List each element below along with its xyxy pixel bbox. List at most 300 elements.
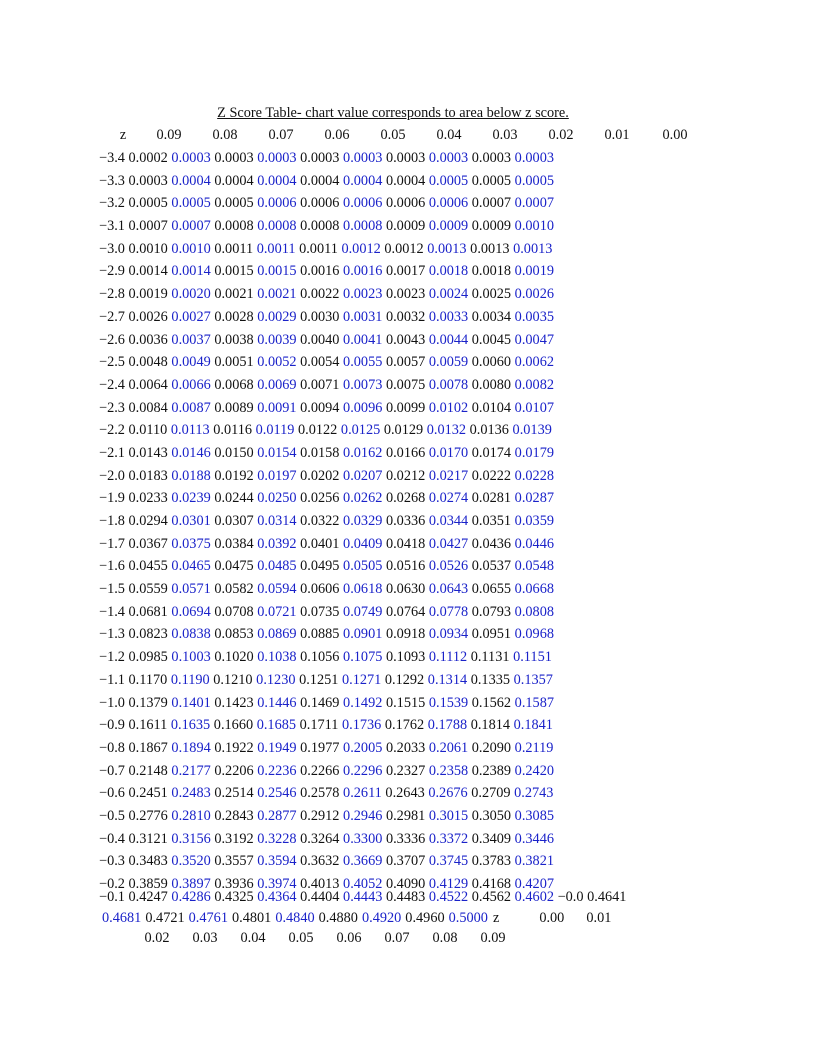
z-value: −2.6 (99, 331, 125, 348)
probability-cell: 0.0016 (300, 263, 340, 280)
probability-cell: 0.0041 (343, 331, 383, 348)
table-cell: 0.4404 (300, 889, 340, 905)
z-value: −0.5 (99, 807, 125, 824)
probability-cell: 0.0011 (256, 240, 296, 257)
probability-cell: 0.0021 (257, 286, 297, 303)
probability-cell: 0.3050 (471, 807, 512, 824)
footer-col: 0.03 (192, 930, 218, 946)
probability-cell: 0.1867 (128, 739, 168, 756)
header-col: 0.05 (380, 127, 406, 143)
probability-cell: 0.0778 (428, 603, 469, 620)
probability-cell: 0.0005 (128, 195, 168, 212)
probability-cell: 0.3300 (343, 830, 383, 847)
probability-cell: 0.3192 (214, 830, 254, 847)
table-cell: 0.4721 (145, 910, 185, 926)
z-value: −2.5 (99, 354, 125, 371)
probability-cell: 0.0038 (214, 331, 254, 348)
probability-cell: 0.0037 (171, 331, 211, 348)
probability-cell: 0.2358 (428, 762, 469, 779)
probability-cell: 0.0217 (428, 467, 469, 484)
probability-cell: 0.1685 (256, 717, 297, 734)
table-row (99, 307, 739, 330)
probability-cell: 0.1635 (170, 717, 211, 734)
probability-cell: 0.1190 (170, 671, 210, 688)
probability-cell: 0.0207 (343, 467, 383, 484)
probability-cell: 0.0032 (385, 308, 426, 325)
table-row (99, 670, 739, 693)
probability-cell: 0.0003 (128, 172, 168, 189)
probability-cell: 0.0013 (470, 240, 510, 257)
probability-cell: 0.0013 (427, 240, 467, 257)
z-value: −3.3 (99, 172, 125, 189)
probability-cell: 0.0107 (514, 399, 554, 416)
probability-cell: 0.1949 (257, 739, 297, 756)
probability-cell: 0.0064 (128, 376, 168, 393)
probability-cell: 0.2061 (428, 739, 469, 756)
probability-cell: 0.0708 (214, 603, 254, 620)
probability-cell: 0.2090 (471, 739, 512, 756)
table-cell: 0.4364 (257, 889, 297, 905)
table-row (99, 488, 739, 511)
footer-col: 0.02 (144, 930, 170, 946)
table-cell: 0.4522 (428, 889, 469, 905)
probability-cell: 0.0023 (343, 286, 383, 303)
probability-cell: 0.0808 (514, 603, 554, 620)
probability-cell: 0.0158 (300, 444, 340, 461)
footer-col: 0.09 (480, 930, 506, 946)
probability-cell: 0.1038 (257, 649, 297, 666)
probability-cell: 0.0446 (514, 535, 554, 552)
table-row (99, 602, 739, 625)
table-cell: 0.4562 (471, 889, 512, 905)
probability-cell: 0.0045 (471, 331, 512, 348)
probability-cell: 0.0028 (214, 308, 254, 325)
z-value: −1.9 (99, 490, 125, 507)
probability-cell: 0.0022 (300, 286, 340, 303)
probability-cell: 0.0044 (428, 331, 469, 348)
probability-cell: 0.1492 (343, 694, 383, 711)
table-row (99, 761, 739, 784)
probability-cell: 0.0606 (300, 581, 340, 598)
probability-cell: 0.2483 (171, 785, 211, 802)
footer-col: 0.07 (384, 930, 410, 946)
probability-cell: 0.0375 (171, 535, 211, 552)
z-value: −2.2 (99, 422, 125, 439)
probability-cell: 0.0035 (514, 308, 554, 325)
z-value: −2.7 (99, 308, 125, 325)
header-col: 0.02 (548, 127, 574, 143)
z-value: −1.4 (99, 603, 125, 620)
probability-cell: 0.0010 (514, 218, 554, 235)
probability-cell: 0.3594 (257, 853, 297, 870)
probability-cell: 0.0901 (343, 626, 383, 643)
probability-cell: 0.0336 (385, 513, 426, 529)
table-cell: 0.00 (539, 910, 565, 926)
z-value: −0.8 (99, 739, 125, 756)
probability-cell: 0.3936 (214, 876, 254, 892)
probability-cell: 0.0004 (214, 172, 254, 189)
probability-cell: 0.0548 (514, 558, 554, 575)
probability-cell: 0.0024 (428, 286, 469, 303)
probability-cell: 0.0129 (383, 422, 424, 439)
probability-cell: 0.1762 (384, 717, 425, 734)
table-cell: 0.4681 (102, 910, 142, 926)
z-value: −1.8 (99, 513, 125, 529)
table-row (99, 284, 739, 307)
probability-cell: 0.0721 (257, 603, 297, 620)
probability-cell: 0.1562 (471, 694, 512, 711)
probability-cell: 0.0004 (171, 172, 211, 189)
probability-cell: 0.1423 (214, 694, 254, 711)
probability-cell: 0.2148 (128, 762, 168, 779)
table-row (99, 261, 739, 284)
probability-cell: 0.0537 (471, 558, 512, 575)
probability-cell: 0.1314 (427, 671, 468, 688)
table-cell: 0.4840 (275, 910, 315, 926)
probability-cell: 0.0004 (300, 172, 340, 189)
probability-cell: 0.1446 (257, 694, 297, 711)
probability-cell: 0.0060 (471, 354, 512, 371)
probability-cell: 0.0069 (257, 376, 297, 393)
probability-cell: 0.0202 (300, 467, 340, 484)
probability-cell: 0.0301 (171, 513, 211, 529)
probability-cell: 0.1075 (343, 649, 383, 666)
table-row (99, 806, 739, 829)
probability-cell: 0.0003 (428, 150, 469, 166)
probability-cell: 0.0010 (171, 240, 211, 257)
probability-cell: 0.3783 (471, 853, 512, 870)
probability-cell: 0.4207 (514, 876, 554, 892)
probability-cell: 0.0020 (171, 286, 211, 303)
probability-cell: 0.0084 (128, 399, 168, 416)
probability-cell: 0.1539 (428, 694, 469, 711)
header-col: 0.07 (268, 127, 294, 143)
probability-cell: 0.0436 (471, 535, 512, 552)
probability-cell: 0.0146 (171, 444, 211, 461)
probability-cell: 0.0559 (128, 581, 168, 598)
probability-cell: 0.0057 (385, 354, 426, 371)
probability-cell: 0.1112 (428, 649, 468, 666)
table-row (99, 647, 739, 670)
probability-cell: 0.3669 (343, 853, 383, 870)
probability-cell: 0.0359 (514, 513, 554, 529)
probability-cell: 0.0166 (385, 444, 426, 461)
probability-cell: 0.0030 (300, 308, 340, 325)
table-row (99, 148, 739, 171)
probability-cell: 0.3821 (514, 853, 554, 870)
probability-cell: 0.0026 (128, 308, 168, 325)
header-col: 0.06 (324, 127, 350, 143)
probability-cell: 0.4052 (343, 876, 383, 892)
probability-cell: 0.0040 (300, 331, 340, 348)
table-cell: 0.4761 (188, 910, 228, 926)
table-row (99, 398, 739, 421)
probability-cell: 0.0008 (257, 218, 297, 235)
probability-cell: 0.1841 (513, 717, 553, 734)
table-cell: 0.4880 (318, 910, 358, 926)
table-row (99, 534, 739, 557)
z-value: −2.0 (99, 467, 125, 484)
probability-cell: 0.0091 (257, 399, 297, 416)
probability-cell: 0.2420 (514, 762, 554, 779)
table-cell: 0.4325 (214, 889, 254, 905)
z-value: −0.4 (99, 830, 125, 847)
probability-cell: 0.0582 (214, 581, 254, 598)
probability-cell: 0.0099 (385, 399, 426, 416)
probability-cell: 0.1210 (213, 671, 253, 688)
probability-cell: 0.4090 (385, 876, 426, 892)
probability-cell: 0.0110 (128, 422, 168, 439)
probability-cell: 0.3446 (514, 830, 554, 847)
overflow-row-line-1 (99, 887, 626, 907)
probability-cell: 0.0014 (128, 263, 168, 280)
probability-cell: 0.1611 (128, 717, 168, 734)
table-cell: 0.4920 (361, 910, 402, 926)
probability-cell: 0.2389 (471, 762, 512, 779)
probability-cell: 0.0694 (171, 603, 211, 620)
probability-cell: 0.0212 (385, 467, 426, 484)
probability-cell: 0.1230 (256, 671, 296, 688)
probability-cell: 0.1056 (300, 649, 340, 666)
probability-cell: 0.0655 (471, 581, 512, 598)
probability-cell: 0.0005 (214, 195, 254, 212)
table-row (99, 511, 739, 534)
probability-cell: 0.0006 (385, 195, 426, 212)
probability-cell: 0.2912 (300, 807, 340, 824)
page-title: Z Score Table- chart value corresponds to area below z score. (217, 105, 569, 121)
probability-cell: 0.0003 (471, 150, 512, 166)
probability-cell: 0.0014 (171, 263, 211, 280)
probability-cell: 0.0618 (343, 581, 383, 598)
probability-cell: 0.0516 (385, 558, 426, 575)
probability-cell: 0.0162 (343, 444, 383, 461)
z-value: −1.3 (99, 626, 125, 643)
probability-cell: 0.0918 (385, 626, 426, 643)
probability-cell: 0.0062 (514, 354, 554, 371)
probability-cell: 0.0008 (300, 218, 340, 235)
probability-cell: 0.3897 (171, 876, 211, 892)
probability-cell: 0.0023 (385, 286, 426, 303)
footer-col: 0.05 (288, 930, 314, 946)
probability-cell: 0.2546 (257, 785, 297, 802)
probability-cell: 0.0228 (514, 467, 554, 484)
probability-cell: 0.1020 (214, 649, 254, 666)
probability-cell: 0.1922 (214, 739, 254, 756)
probability-cell: 0.0011 (299, 240, 338, 257)
probability-cell: 0.0013 (513, 240, 553, 257)
probability-cell: 0.0004 (257, 172, 297, 189)
probability-cell: 0.0869 (257, 626, 297, 643)
header-col: 0.03 (492, 127, 518, 143)
z-table-body (99, 148, 739, 897)
probability-cell: 0.0066 (171, 376, 211, 393)
probability-cell: 0.3745 (428, 853, 469, 870)
probability-cell: 0.0018 (428, 263, 469, 280)
probability-cell: 0.0314 (257, 513, 297, 529)
probability-cell: 0.0174 (471, 444, 512, 461)
probability-cell: 0.0017 (385, 263, 426, 280)
probability-cell: 0.0018 (471, 263, 512, 280)
probability-cell: 0.0019 (128, 286, 168, 303)
probability-cell: 0.0885 (300, 626, 340, 643)
header-col: 0.04 (436, 127, 462, 143)
table-cell: 0.4801 (231, 910, 272, 926)
probability-cell: 0.1131 (470, 649, 510, 666)
probability-cell: 0.0012 (384, 240, 424, 257)
z-value: −0.7 (99, 762, 125, 779)
probability-cell: 0.1977 (300, 739, 340, 756)
probability-cell: 0.0465 (171, 558, 211, 575)
probability-cell: 0.0735 (300, 603, 340, 620)
table-row (99, 556, 739, 579)
table-row (99, 783, 739, 806)
probability-cell: 0.1401 (171, 694, 211, 711)
z-value: −0.2 (99, 876, 125, 892)
probability-cell: 0.2843 (214, 807, 254, 824)
probability-cell: 0.0170 (428, 444, 469, 461)
table-row (99, 420, 739, 443)
probability-cell: 0.0006 (343, 195, 383, 212)
probability-cell: 0.0475 (214, 558, 254, 575)
probability-cell: 0.0179 (514, 444, 554, 461)
probability-cell: 0.0016 (343, 263, 383, 280)
probability-cell: 0.2578 (300, 785, 340, 802)
probability-cell: 0.0485 (257, 558, 297, 575)
probability-cell: 0.0008 (214, 218, 254, 235)
probability-cell: 0.2005 (343, 739, 383, 756)
probability-cell: 0.0853 (214, 626, 254, 643)
probability-cell: 0.2119 (514, 739, 554, 756)
probability-cell: 0.1292 (384, 671, 425, 688)
probability-cell: 0.2514 (214, 785, 254, 802)
probability-cell: 0.0031 (343, 308, 383, 325)
probability-cell: 0.3520 (171, 853, 211, 870)
probability-cell: 0.2709 (471, 785, 511, 802)
z-value: −2.4 (99, 376, 125, 393)
probability-cell: 0.0183 (128, 467, 168, 484)
probability-cell: 0.0630 (385, 581, 426, 598)
z-value: −1.1 (99, 671, 125, 688)
probability-cell: 0.0004 (385, 172, 426, 189)
probability-cell: 0.0505 (343, 558, 383, 575)
probability-cell: 0.0071 (300, 376, 340, 393)
probability-cell: 0.0006 (300, 195, 340, 212)
probability-cell: 0.1379 (128, 694, 168, 711)
probability-cell: 0.2327 (385, 762, 426, 779)
probability-cell: 0.0749 (343, 603, 383, 620)
table-cell: −0.1 (99, 889, 125, 905)
probability-cell: 0.0233 (128, 490, 168, 507)
probability-cell: 0.2643 (385, 785, 425, 802)
probability-cell: 0.0036 (128, 331, 168, 348)
table-row (99, 579, 739, 602)
probability-cell: 0.3483 (128, 853, 168, 870)
probability-cell: 0.0668 (514, 581, 554, 598)
probability-cell: 0.3156 (171, 830, 211, 847)
probability-cell: 0.3264 (300, 830, 340, 847)
probability-cell: 0.3015 (428, 807, 469, 824)
table-row (99, 851, 739, 874)
probability-cell: 0.2611 (343, 785, 382, 802)
probability-cell: 0.2810 (171, 807, 211, 824)
probability-cell: 0.0104 (471, 399, 512, 416)
table-cell: 0.4641 (587, 889, 627, 905)
probability-cell: 0.0188 (171, 467, 211, 484)
probability-cell: 0.0256 (300, 490, 340, 507)
table-row (99, 466, 739, 489)
table-cell: 0.5000 (448, 910, 488, 926)
probability-cell: 0.2946 (343, 807, 383, 824)
table-cell: 0.4960 (405, 910, 445, 926)
table-cell: −0.0 (557, 889, 584, 905)
probability-cell: 0.0281 (471, 490, 512, 507)
table-cell: z (492, 910, 500, 926)
table-cell: 0.4443 (343, 889, 383, 905)
probability-cell: 0.1170 (128, 671, 168, 688)
probability-cell: 0.0015 (214, 263, 254, 280)
probability-cell: 0.0005 (471, 172, 512, 189)
probability-cell: 0.0008 (343, 218, 383, 235)
probability-cell: 0.0007 (514, 195, 554, 212)
probability-cell: 0.1587 (514, 694, 554, 711)
probability-cell: 0.0096 (343, 399, 383, 416)
header-z: z (119, 127, 127, 143)
probability-cell: 0.0250 (257, 490, 297, 507)
z-value: −3.4 (99, 150, 125, 166)
probability-cell: 0.0033 (428, 308, 469, 325)
probability-cell: 0.0268 (385, 490, 426, 507)
probability-cell: 0.0192 (214, 467, 254, 484)
probability-cell: 0.0051 (214, 354, 254, 371)
probability-cell: 0.0007 (471, 195, 512, 212)
probability-cell: 0.0054 (300, 354, 340, 371)
probability-cell: 0.0351 (471, 513, 512, 529)
table-header (0, 126, 816, 144)
probability-cell: 0.0068 (214, 376, 254, 393)
z-value: −0.3 (99, 853, 125, 870)
probability-cell: 0.1003 (171, 649, 211, 666)
probability-cell: 0.0019 (514, 263, 554, 280)
probability-cell: 0.0367 (128, 535, 168, 552)
table-cell: 0.4483 (385, 889, 426, 905)
probability-cell: 0.0985 (128, 649, 168, 666)
probability-cell: 0.0059 (428, 354, 469, 371)
probability-cell: 0.0116 (213, 422, 253, 439)
z-value: −0.9 (99, 717, 125, 734)
probability-cell: 0.2206 (214, 762, 254, 779)
probability-cell: 0.1271 (341, 671, 382, 688)
probability-cell: 0.0122 (298, 422, 338, 439)
probability-cell: 0.2033 (385, 739, 426, 756)
probability-cell: 0.0009 (385, 218, 426, 235)
table-row (99, 193, 739, 216)
probability-cell: 0.0006 (428, 195, 469, 212)
probability-cell: 0.0026 (514, 286, 554, 303)
probability-cell: 0.0239 (171, 490, 211, 507)
probability-cell: 0.3409 (471, 830, 512, 847)
table-row (99, 715, 739, 738)
probability-cell: 0.0003 (257, 150, 297, 166)
probability-cell: 0.0005 (171, 195, 211, 212)
table-row (99, 239, 739, 262)
probability-cell: 0.2776 (128, 807, 168, 824)
probability-cell: 0.1515 (385, 694, 426, 711)
probability-cell: 0.0329 (343, 513, 383, 529)
probability-cell: 0.0838 (171, 626, 211, 643)
probability-cell: 0.0125 (340, 422, 381, 439)
header-col: 0.01 (604, 127, 630, 143)
probability-cell: 0.0055 (343, 354, 383, 371)
